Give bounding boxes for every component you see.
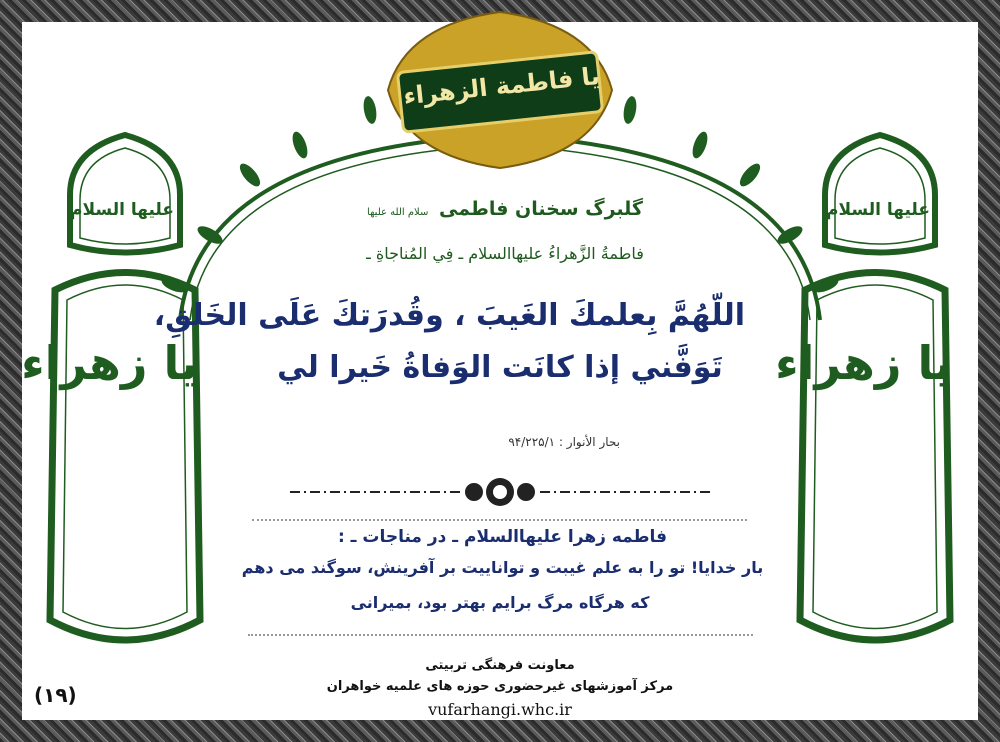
hadith-source: فاطمةُ الزَّهراءُ علیهاالسلام ـ فِي المُناجاةِ ـ bbox=[366, 244, 644, 263]
separator-line bbox=[248, 634, 753, 636]
divider-ornament bbox=[290, 478, 710, 506]
translation-line-1: بار خدایا! تو را به علم غیبت و توانایيت بر آفرینش، سوگند می دهم bbox=[241, 558, 764, 577]
name-calligraphy-left: یا زهراء bbox=[21, 336, 198, 390]
organization-line-1: معاونت فرهنگی تربیتی bbox=[425, 658, 575, 673]
arch-inner bbox=[190, 145, 810, 320]
arabic-quote-line-2: تَوَفَّني إذا كانَت الوَفاةُ خَيرا لي bbox=[277, 350, 723, 385]
book-reference: بحار الأنوار : ۹۴/۲۲۵/۱ bbox=[508, 435, 620, 449]
organization-line-2: مرکز آموزشهای غیرحضوری حوزه های علمیه خواهران bbox=[326, 679, 674, 694]
title-text: گلبرگ سخنان فاطمی bbox=[438, 198, 643, 220]
poster-title bbox=[300, 198, 710, 220]
translation-intro: فاطمه زهرا علیهاالسلام ـ در مناجات ـ : bbox=[337, 527, 668, 547]
salam-calligraphy-left: علیها السلام bbox=[70, 200, 174, 220]
website-url: vufarhangi.whc.ir bbox=[428, 700, 572, 719]
translation-line-2: که هرگاه مرگ برایم بهتر بود، بمیرانی bbox=[350, 593, 650, 612]
page-number: (۱۹) bbox=[34, 683, 77, 707]
salam-calligraphy-right: علیها السلام bbox=[826, 200, 930, 220]
title-suffix: سلام الله علیها bbox=[367, 207, 429, 218]
separator-line bbox=[252, 519, 747, 521]
name-calligraphy-right: یا زهراء bbox=[775, 336, 952, 390]
arabic-quote-line-1: اللّهُمَّ بِعلمكَ الغَيبَ ، وقُدرَتكَ عَلَى الخَلقِ، bbox=[153, 298, 745, 333]
banner-text: یا فاطمة الزهراء bbox=[402, 61, 601, 111]
